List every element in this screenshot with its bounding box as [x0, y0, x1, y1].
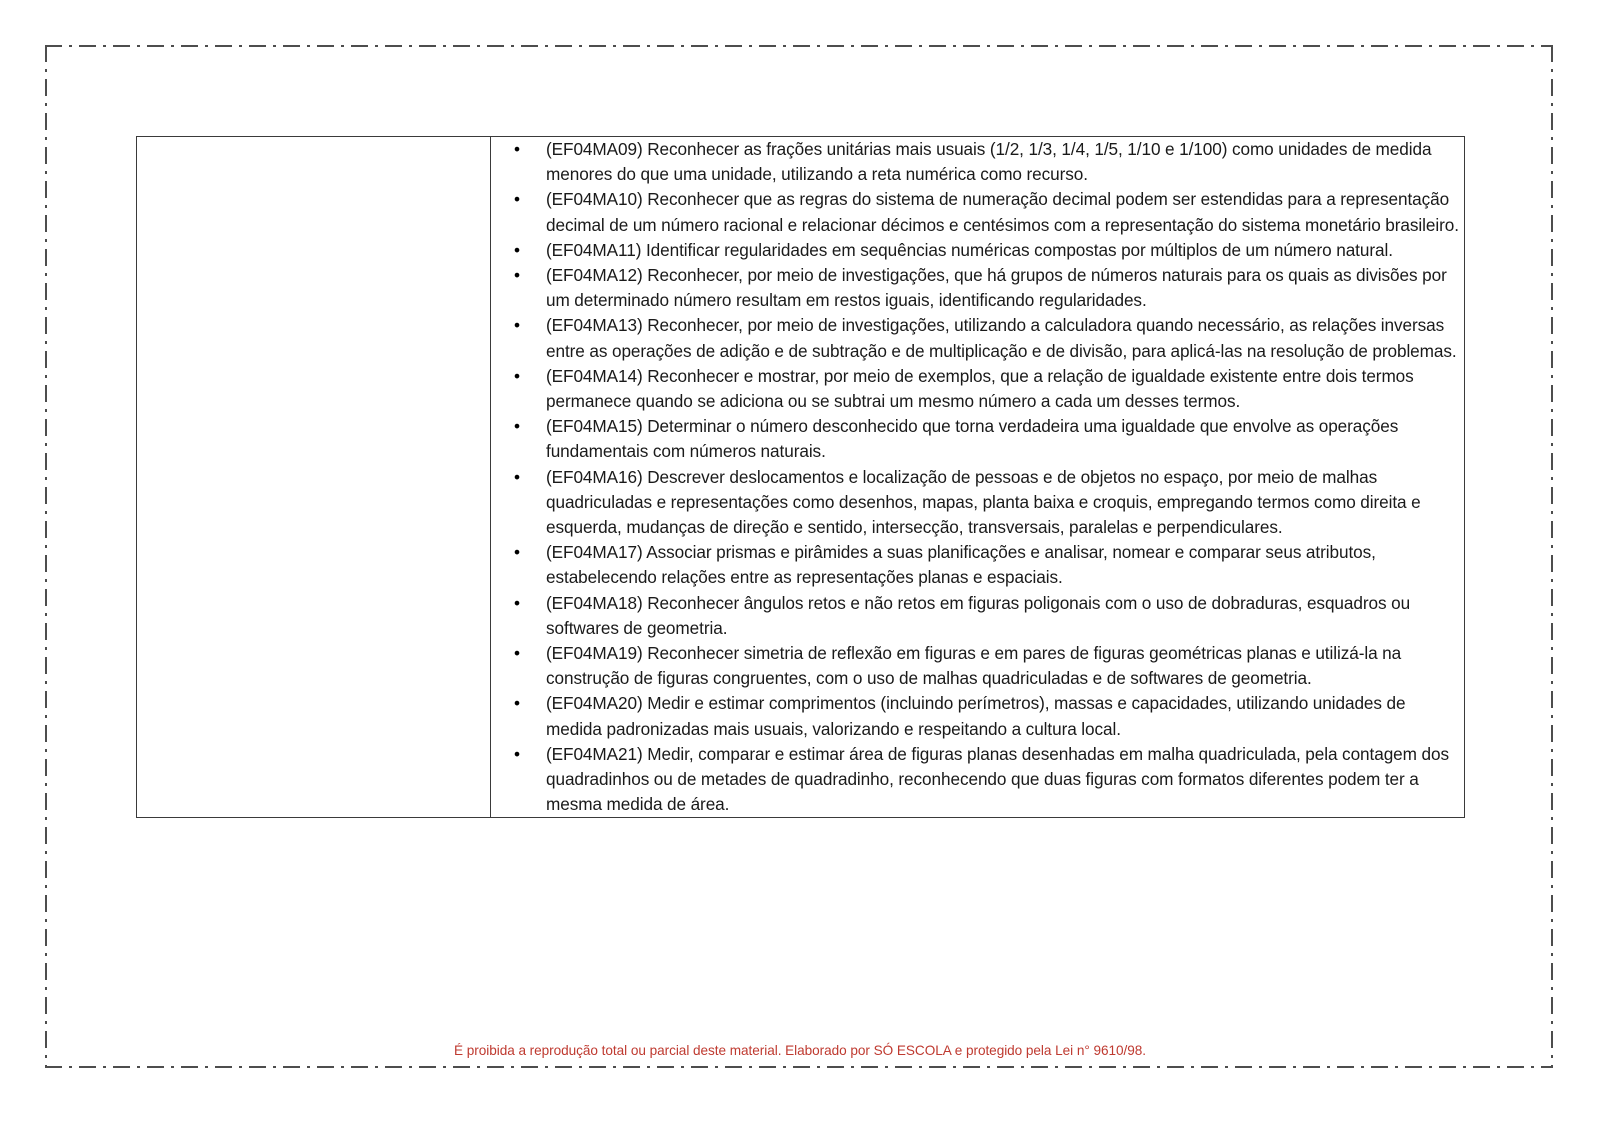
bullet-icon: • [514, 365, 520, 386]
bullet-icon: • [514, 643, 520, 664]
bullet-icon: • [514, 189, 520, 210]
list-item [491, 691, 1464, 741]
bullet-icon: • [514, 743, 520, 764]
objectives-list [491, 137, 1464, 817]
bullet-icon: • [514, 416, 520, 437]
list-item-text: (EF04MA15) Determinar o número desconhecido que torna verdadeira uma igualdade que envolve as operações fundamentais com números naturais. [546, 416, 1399, 462]
table-cell-objectives [491, 137, 1465, 818]
table-cell-left-empty [137, 137, 491, 818]
list-item-text: (EF04MA13) Reconhecer, por meio de investigações, utilizando a calculadora quando necessário, as relações inversas entre as operações de adição e de subtração e de multiplicação e de divisão, para aplicá-las na resolução de problemas. [546, 315, 1457, 361]
list-item [491, 414, 1464, 464]
table-row [137, 137, 1465, 818]
bullet-icon: • [514, 139, 520, 159]
list-item [491, 364, 1464, 414]
page-border-left [45, 45, 47, 1068]
list-item [491, 187, 1464, 237]
list-item-text: (EF04MA16) Descrever deslocamentos e localização de pessoas e de objetos no espaço, por meio de malhas quadriculadas e representações como desenhos, mapas, planta baixa e croquis, empregando termos como direita e esquerda, mudanças de direção e sentido, intersecção, transversais, paralelas e perpendiculares. [546, 466, 1421, 538]
bullet-icon: • [514, 239, 520, 260]
page-border-top [45, 45, 1553, 47]
bullet-icon: • [514, 315, 520, 336]
bullet-icon: • [514, 542, 520, 563]
bullet-icon: • [514, 466, 520, 487]
bullet-icon: • [514, 592, 520, 613]
list-item-text: (EF04MA12) Reconhecer, por meio de investigações, que há grupos de números naturais para os quais as divisões por um determinado número resultam em restos iguais, identificando regularidades. [546, 265, 1447, 311]
list-item [491, 238, 1464, 263]
page-border-bottom [45, 1066, 1553, 1068]
list-item-text: (EF04MA18) Reconhecer ângulos retos e não retos em figuras poligonais com o uso de dobraduras, esquadros ou softwares de geometria. [546, 592, 1411, 638]
list-item [491, 313, 1464, 363]
list-item [491, 742, 1464, 818]
page-border-right [1551, 45, 1553, 1068]
list-item-text: (EF04MA10) Reconhecer que as regras do sistema de numeração decimal podem ser estendidas para a representação decimal de um número racional e relacionar décimos e centésimos com a representação do sistema monetário brasileiro. [546, 189, 1459, 235]
copyright-notice: É proibida a reprodução total ou parcial deste material. Elaborado por SÓ ESCOLA e protegido pela Lei n° 9610/98. [454, 1043, 1146, 1058]
list-item-text: (EF04MA17) Associar prismas e pirâmides a suas planificações e analisar, nomear e comparar seus atributos, estabelecendo relações entre as representações planas e espaciais. [546, 542, 1376, 588]
list-item [491, 540, 1464, 590]
bullet-icon: • [514, 693, 520, 714]
list-item-text: (EF04MA14) Reconhecer e mostrar, por meio de exemplos, que a relação de igualdade existente entre dois termos permanece quando se adiciona ou se subtrai um mesmo número a cada um desses termos. [546, 365, 1414, 412]
bullet-icon: • [514, 265, 520, 286]
list-item [491, 641, 1464, 691]
list-item-text: (EF04MA11) Identificar regularidades em sequências numéricas compostas por múltiplos de um número natural. [546, 239, 1393, 260]
list-item-text: (EF04MA20) Medir e estimar comprimentos (incluindo perímetros), massas e capacidades, utilizando unidades de medida padronizadas mais usuais, valorizando e respeitando a cultura local. [546, 693, 1406, 739]
list-item [491, 465, 1464, 541]
list-item-text: (EF04MA09) Reconhecer as frações unitárias mais usuais (1/2, 1/3, 1/4, 1/5, 1/10 e 1/100) como unidades de medida menores do que uma unidade, utilizando a reta numérica como recurso. [546, 139, 1432, 185]
list-item [491, 137, 1464, 187]
list-item-text: (EF04MA21) Medir, comparar e estimar área de figuras planas desenhadas em malha quadriculada, pela contagem dos quadradinhos ou de metades de quadradinho, reconhecendo que duas figuras com formatos diferentes podem ter a mesma medida de área. [546, 743, 1449, 815]
list-item-text: (EF04MA19) Reconhecer simetria de reflexão em figuras e em pares de figuras geométricas planas e utilizá-la na construção de figuras congruentes, com o uso de malhas quadriculadas e de softwares de geometria. [546, 643, 1402, 689]
objectives-table [136, 136, 1465, 818]
list-item [491, 591, 1464, 641]
list-item [491, 263, 1464, 313]
